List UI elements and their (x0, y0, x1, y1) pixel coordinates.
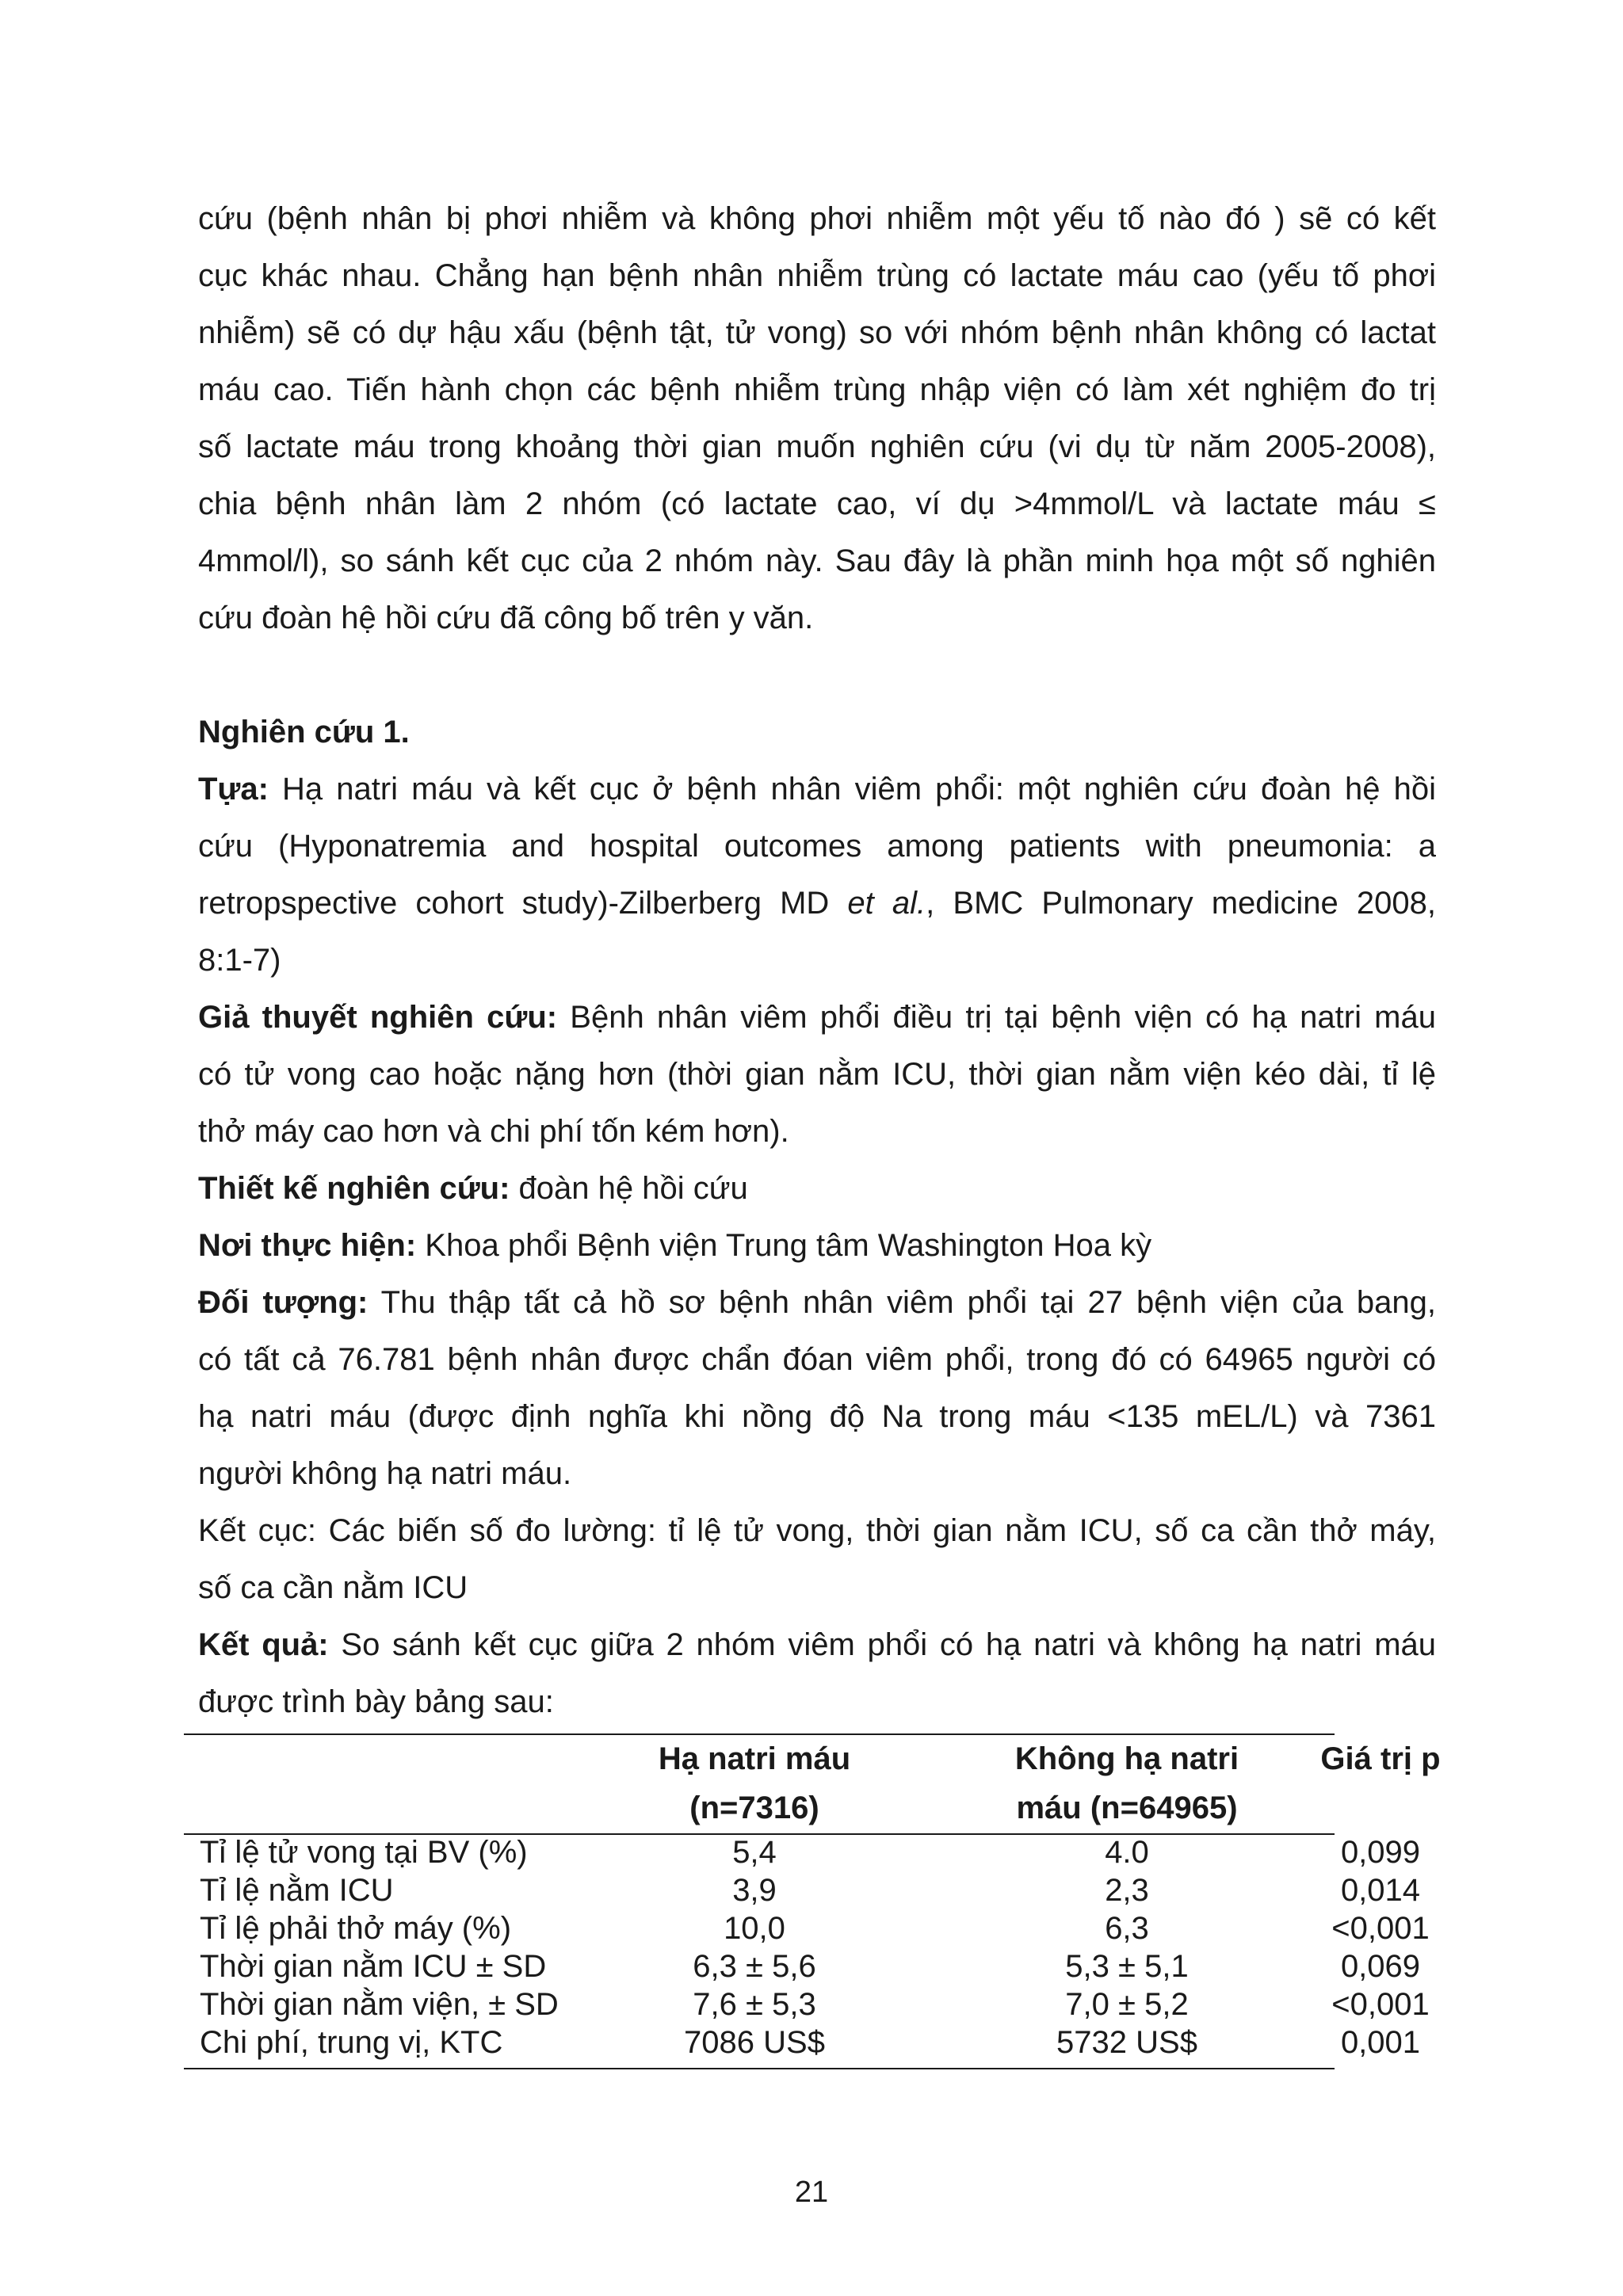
study-hypothesis: Giả thuyết nghiên cứu: Bệnh nhân viêm phổi điều trị tại bệnh viện có hạ natri máu (198, 1000, 1436, 1035)
row-value: 7,6 ± 5,3 (693, 1987, 816, 2022)
study-subjects-line: người không hạ natri máu. (198, 1456, 572, 1491)
row-value: 6,3 ± 5,6 (693, 1949, 816, 1984)
study-outcome: Kết cục: Các biến số đo lường: tỉ lệ tử vong, thời gian nằm ICU, số ca cần thở máy, (198, 1513, 1436, 1548)
row-label: Tỉ lệ tử vong tại BV (%) (200, 1835, 528, 1870)
row-value: 0,099 (1340, 1835, 1421, 1870)
table-bottom-rule (184, 2068, 1335, 2069)
intro-line: nhiễm) sẽ có dự hậu xấu (bệnh tật, tử vong) so với nhóm bệnh nhân không có lactat (198, 315, 1436, 350)
study-subjects-line: có tất cả 76.781 bệnh nhân được chẩn đóan viêm phổi, trong đó có 64965 người có (198, 1342, 1436, 1377)
intro-line: cục khác nhau. Chẳng hạn bệnh nhân nhiễm trùng có lactate máu cao (yếu tố phơi (198, 258, 1436, 293)
row-value: 0,069 (1340, 1949, 1421, 1984)
study-subjects: Đối tượng: Thu thập tất cả hồ sơ bệnh nhân viêm phổi tại 27 bệnh viện của bang, (198, 1285, 1436, 1320)
row-label: Thời gian nằm ICU ± SD (200, 1949, 547, 1984)
study-title-line: 8:1-7) (198, 943, 281, 978)
header-cell: (n=7316) (689, 1791, 819, 1825)
row-value: 7,0 ± 5,2 (1065, 1987, 1189, 2022)
study-site: Nơi thực hiện: Khoa phổi Bệnh viện Trung tâm Washington Hoa kỳ (198, 1228, 1152, 1263)
row-label: Thời gian nằm viện, ± SD (200, 1987, 559, 2022)
study-heading: Nghiên cứu 1. (198, 715, 410, 749)
row-value: 5732 US$ (1056, 2025, 1197, 2060)
header-cell: Không hạ natri (1014, 1741, 1239, 1776)
row-value: 5,3 ± 5,1 (1065, 1949, 1189, 1984)
row-value: 0,014 (1340, 1873, 1421, 1908)
row-value: <0,001 (1331, 1911, 1430, 1946)
intro-line: máu cao. Tiến hành chọn các bệnh nhiễm trùng nhập viện có làm xét nghiệm đo trị (198, 372, 1436, 407)
study-design: Thiết kế nghiên cứu: đoàn hệ hồi cứu (198, 1171, 748, 1206)
row-value: 5,4 (732, 1835, 777, 1870)
row-label: Chi phí, trung vị, KTC (200, 2025, 503, 2060)
row-label: Tỉ lệ nằm ICU (200, 1873, 394, 1908)
page-number: 21 (794, 2176, 829, 2209)
row-value: 6,3 (1105, 1911, 1149, 1946)
row-label: Tỉ lệ phải thở máy (%) (200, 1911, 512, 1946)
table-top-rule (184, 1733, 1335, 1735)
study-results: Kết quả: So sánh kết cục giữa 2 nhóm viêm phổi có hạ natri và không hạ natri máu (198, 1627, 1437, 1662)
row-value: 0,001 (1340, 2025, 1421, 2060)
intro-line: cứu (bệnh nhân bị phơi nhiễm và không phơi nhiễm một yếu tố nào đó ) sẽ có kết (198, 201, 1436, 236)
row-value: <0,001 (1331, 1987, 1430, 2022)
row-value: 2,3 (1105, 1873, 1149, 1908)
intro-line: chia bệnh nhân làm 2 nhóm (có lactate cao, ví dụ >4mmol/L và lactate máu ≤ (198, 486, 1436, 521)
intro-line: số lactate máu trong khoảng thời gian muốn nghiên cứu (vi dụ từ năm 2005-2008), (198, 429, 1436, 464)
row-value: 4.0 (1105, 1835, 1149, 1870)
row-value: 10,0 (724, 1911, 785, 1946)
study-title: Tựa: Hạ natri máu và kết cục ở bệnh nhân viêm phổi: một nghiên cứu đoàn hệ hồi (198, 772, 1436, 807)
intro-paragraph (198, 190, 1436, 646)
row-value: 7086 US$ (684, 2025, 825, 2060)
intro-line: cứu đoàn hệ hồi cứu đã công bố trên y văn. (198, 601, 814, 635)
study-outcome-line: số ca cần nằm ICU (198, 1570, 468, 1605)
row-value: 3,9 (732, 1873, 777, 1908)
study-subjects-line: hạ natri máu (được định nghĩa khi nồng độ Na trong máu <135 mEL/L) và 7361 (198, 1399, 1436, 1434)
study-hypothesis-line: thở máy cao hơn và chi phí tốn kém hơn). (198, 1114, 789, 1149)
study-hypothesis-line: có tử vong cao hoặc nặng hơn (thời gian nằm ICU, thời gian nằm viện kéo dài, tỉ lệ (198, 1057, 1436, 1092)
header-cell: Hạ natri máu (658, 1741, 851, 1776)
study-results-line: được trình bày bảng sau: (198, 1684, 554, 1719)
study-title-line: cứu (Hyponatremia and hospital outcomes among patients with pneumonia: a (198, 829, 1436, 864)
study-title-line: retropspective cohort study)-Zilberberg MD et al., BMC Pulmonary medicine 2008, (198, 886, 1437, 921)
header-cell: Giá trị p (1320, 1741, 1441, 1776)
intro-line: 4mmol/l), so sánh kết cục của 2 nhóm này. Sau đây là phần minh họa một số nghiên (198, 543, 1436, 578)
study-section (198, 704, 1436, 1730)
header-cell: máu (n=64965) (1016, 1791, 1238, 1825)
